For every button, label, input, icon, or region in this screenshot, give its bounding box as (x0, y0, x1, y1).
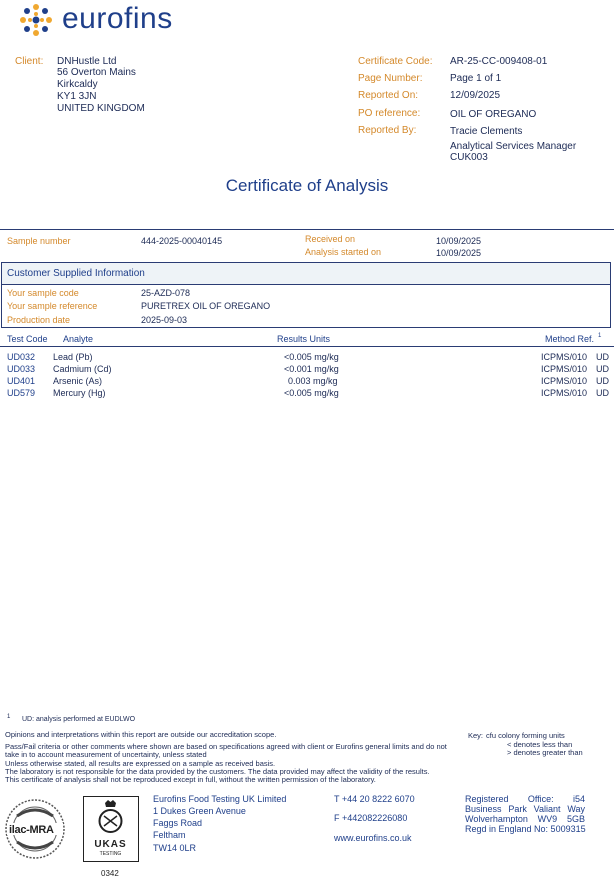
footnote-text: UD: analysis performed at EUDLWO (22, 716, 136, 723)
registered-line: Business Park Valiant Way (465, 804, 585, 814)
test-code: UD579 (7, 388, 36, 398)
divider (0, 346, 614, 347)
method-ref: ICPMS/010 (541, 352, 588, 362)
reported-by-name: Tracie Clements (450, 126, 523, 137)
contact-web: www.eurofins.co.uk (334, 833, 412, 843)
disclaimer-line: Opinions and interpretations within this report are outside our accreditation scope. (5, 730, 277, 739)
footnote-number: 1 (7, 714, 11, 720)
result-value: <0.005 mg/kg (284, 352, 339, 362)
lab-note: UD (596, 352, 609, 362)
reported-by-site: CUK003 (450, 152, 488, 163)
client-line-5: UNITED KINGDOM (57, 103, 145, 114)
received-on-label: Received on (305, 234, 356, 244)
key-less-than: < denotes less than (507, 740, 573, 749)
contact-tel: T +44 20 8222 6070 (334, 794, 415, 804)
po-reference-label: PO reference: (358, 108, 421, 119)
ukas-testing-label: TESTING (99, 851, 122, 857)
sample-code-label: Your sample code (7, 288, 79, 298)
registered-line: Wolverhampton WV9 5GB (465, 814, 585, 824)
analyte: Lead (Pb) (53, 352, 93, 362)
reported-on: 12/09/2025 (450, 90, 501, 101)
received-on: 10/09/2025 (436, 236, 482, 246)
lab-note: UD (596, 376, 609, 386)
test-code: UD401 (7, 376, 36, 386)
col-method-ref: Method Ref. (545, 334, 595, 344)
disclaimer-line: The laboratory is not responsible for the data provided by the customers. The data provided may affect the validity of the results. (5, 767, 430, 776)
analyte: Arsenic (As) (53, 376, 103, 386)
reported-by-label: Reported By: (358, 125, 417, 136)
divider (0, 229, 614, 230)
ukas-badge (83, 796, 139, 862)
eurofins-dots-logo-icon (18, 2, 54, 38)
method-ref: ICPMS/010 (541, 388, 588, 398)
test-code: UD032 (7, 352, 36, 362)
ukas-crown-icon (84, 797, 137, 839)
col-note-superscript: 1 (598, 333, 602, 339)
client-label: Client: (15, 56, 44, 67)
ilac-mra-label: ilac-MRA (9, 824, 54, 836)
client-line-3: Kirkcaldy (57, 79, 98, 90)
sample-code: 25-AZD-078 (141, 288, 191, 298)
production-date: 2025-09-03 (141, 315, 188, 325)
result-value: 0.003 mg/kg (288, 376, 338, 386)
csi-heading: Customer Supplied Information (7, 268, 145, 279)
method-ref: ICPMS/010 (541, 364, 588, 374)
company-line: 1 Dukes Green Avenue (153, 806, 246, 816)
registered-line: Registered Office: i54 (465, 794, 585, 804)
analysis-started-label: Analysis started on (305, 247, 382, 257)
client-line-4: KY1 3JN (57, 91, 97, 102)
disclaimer-line: take in to account measurement of uncertainty, unless stated (5, 750, 207, 759)
production-date-label: Production date (7, 315, 71, 325)
po-reference: OIL OF OREGANO (450, 109, 537, 120)
disclaimer-line: Pass/Fail criteria or other comments where shown are based on specifications agreed with client or Eurofins general limits and do not (5, 742, 447, 751)
page-number: Page 1 of 1 (450, 73, 502, 84)
sample-number: 444-2025-00040145 (141, 236, 223, 246)
analyte: Cadmium (Cd) (53, 364, 112, 374)
certificate-code-label: Certificate Code: (358, 56, 433, 67)
reported-on-label: Reported On: (358, 90, 419, 101)
ukas-label: UKAS (94, 839, 127, 850)
company-line: TW14 0LR (153, 843, 197, 853)
result-value: <0.005 mg/kg (284, 388, 339, 398)
client-line-1: DNHustle Ltd (57, 56, 117, 67)
certificate-code: AR-25-CC-009408-01 (450, 56, 548, 67)
reported-by-title: Analytical Services Manager (450, 141, 577, 152)
test-code: UD033 (7, 364, 36, 374)
sample-number-label: Sample number (7, 236, 71, 246)
ukas-number: 0342 (101, 869, 119, 878)
key-label: Key: (468, 731, 484, 740)
method-ref: ICPMS/010 (541, 376, 588, 386)
sample-reference-label: Your sample reference (7, 301, 98, 311)
analyte: Mercury (Hg) (53, 388, 106, 398)
col-analyte: Analyte (63, 334, 94, 344)
analysis-started: 10/09/2025 (436, 248, 482, 258)
page-title: Certificate of Analysis (225, 176, 389, 195)
col-results-units: Results Units (277, 334, 331, 344)
company-line: Faggs Road (153, 818, 203, 828)
logo-wordmark: eurofins (62, 2, 173, 35)
disclaimer-line: Unless otherwise stated, all results are expressed on a sample as received basis. (5, 759, 276, 768)
sample-reference: PURETREX OIL OF OREGANO (141, 301, 271, 311)
divider (1, 284, 611, 285)
page-number-label: Page Number: (358, 73, 423, 84)
client-line-2: 56 Overton Mains (57, 67, 136, 78)
registered-line: Regd in England No: 5009315 (465, 824, 586, 834)
company-line: Feltham (153, 830, 186, 840)
disclaimer-line: This certificate of analysis shall not be reproduced except in full, without the written permission of the laboratory. (5, 775, 376, 784)
contact-fax: F +442082226080 (334, 813, 408, 823)
company-line: Eurofins Food Testing UK Limited (153, 794, 287, 804)
key-greater-than: > denotes greater than (507, 748, 583, 757)
key-cfu: cfu colony forming units (486, 731, 565, 740)
result-value: <0.001 mg/kg (284, 364, 339, 374)
col-test-code: Test Code (7, 334, 48, 344)
lab-note: UD (596, 364, 609, 374)
lab-note: UD (596, 388, 609, 398)
